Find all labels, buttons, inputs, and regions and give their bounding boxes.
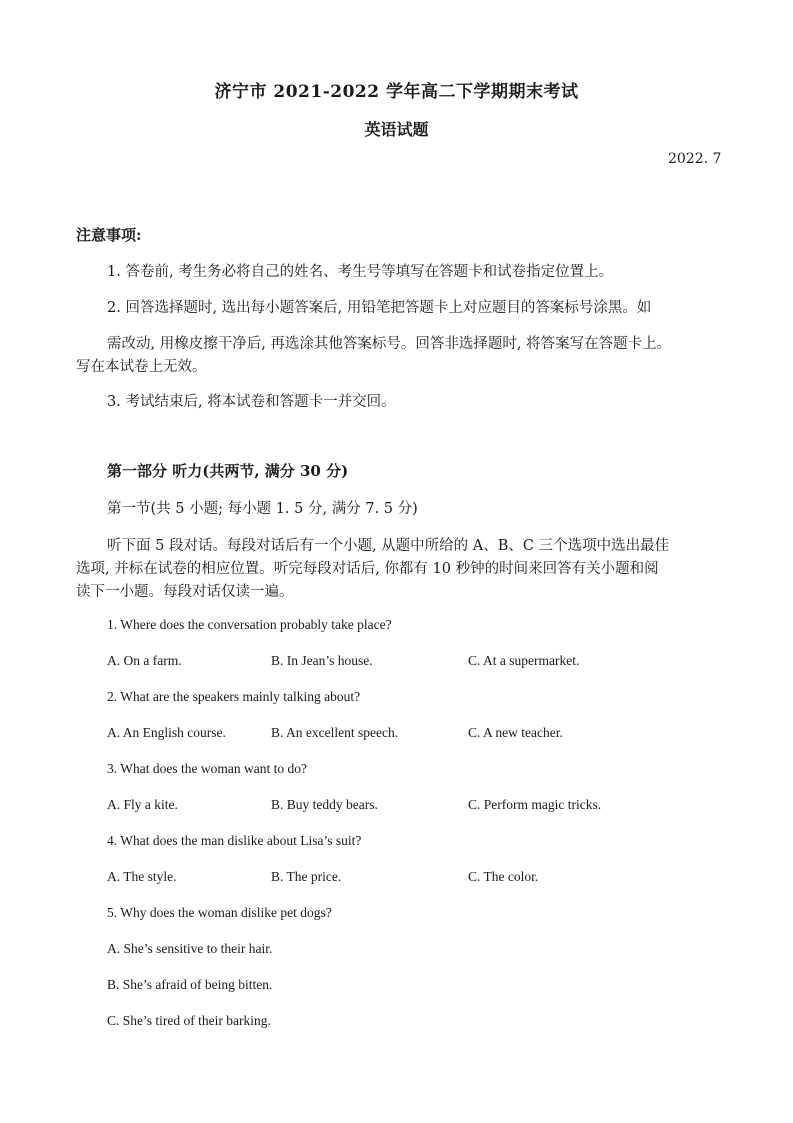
exam-subject: 英语试题 (364, 120, 429, 139)
question-2-stem: 2. What are the speakers mainly talking about? (107, 689, 361, 704)
notice-item-1: 1. 答卷前, 考生务必将自己的姓名、考生号等填写在答题卡和试卷指定位置上。 (107, 264, 614, 280)
instruction-line-1: 听下面 5 段对话。每段对话后有一个小题, 从题中所给的 A、B、C 三个选项中选出最佳 (107, 538, 670, 554)
notice-item-2-line-3: 写在本试卷上无效。 (76, 359, 207, 375)
question-3-option-b: B. Buy teddy bears. (271, 797, 378, 812)
question-2-option-c: C. A new teacher. (468, 725, 563, 740)
question-4-option-a: A. The style. (107, 869, 177, 884)
question-5-stem: 5. Why does the woman dislike pet dogs? (107, 905, 332, 920)
question-3-option-a: A. Fly a kite. (107, 797, 178, 812)
question-1-stem: 1. Where does the conversation probably take place? (107, 617, 392, 632)
exam-date: 2022. 7 (668, 151, 722, 167)
question-3-option-c: C. Perform magic tricks. (468, 797, 602, 812)
notice-item-3: 3. 考试结束后, 将本试卷和答题卡一并交回。 (107, 394, 396, 410)
part-one-heading: 第一部分 听力(共两节, 满分 30 分) (107, 462, 349, 480)
question-4-option-c: C. The color. (468, 869, 539, 884)
question-4-stem: 4. What does the man dislike about Lisa’s suit? (107, 833, 362, 848)
question-1-option-c: C. At a supermarket. (468, 653, 580, 668)
question-1-option-b: B. In Jean’s house. (271, 653, 373, 668)
question-4-option-b: B. The price. (271, 869, 342, 884)
section-one-heading: 第一节(共 5 小题; 每小题 1. 5 分, 满分 7. 5 分) (107, 501, 418, 517)
question-5-option-b: B. She’s afraid of being bitten. (107, 977, 273, 992)
question-3-stem: 3. What does the woman want to do? (107, 761, 307, 776)
instruction-line-2: 选项, 并标在试卷的相应位置。听完每段对话后, 你都有 10 秒钟的时间来回答有关小题和阅 (76, 561, 659, 577)
instruction-line-3: 读下一小题。每段对话仅读一遍。 (76, 584, 294, 600)
notice-item-2-line-2: 需改动, 用橡皮擦干净后, 再选涂其他答案标号。回答非选择题时, 将答案写在答题卡上。 (107, 336, 672, 352)
notice-heading: 注意事项: (76, 226, 142, 244)
notice-item-2-line-1: 2. 回答选择题时, 选出每小题答案后, 用铅笔把答题卡上对应题目的答案标号涂黑。如 (107, 300, 652, 316)
question-2-option-a: A. An English course. (107, 725, 226, 740)
question-5-option-a: A. She’s sensitive to their hair. (107, 941, 273, 956)
exam-title: 济宁市 2021-2022 学年高二下学期期末考试 (214, 82, 579, 102)
question-2-option-b: B. An excellent speech. (271, 725, 399, 740)
question-5-option-c: C. She’s tired of their barking. (107, 1013, 271, 1028)
question-1-option-a: A. On a farm. (107, 653, 182, 668)
